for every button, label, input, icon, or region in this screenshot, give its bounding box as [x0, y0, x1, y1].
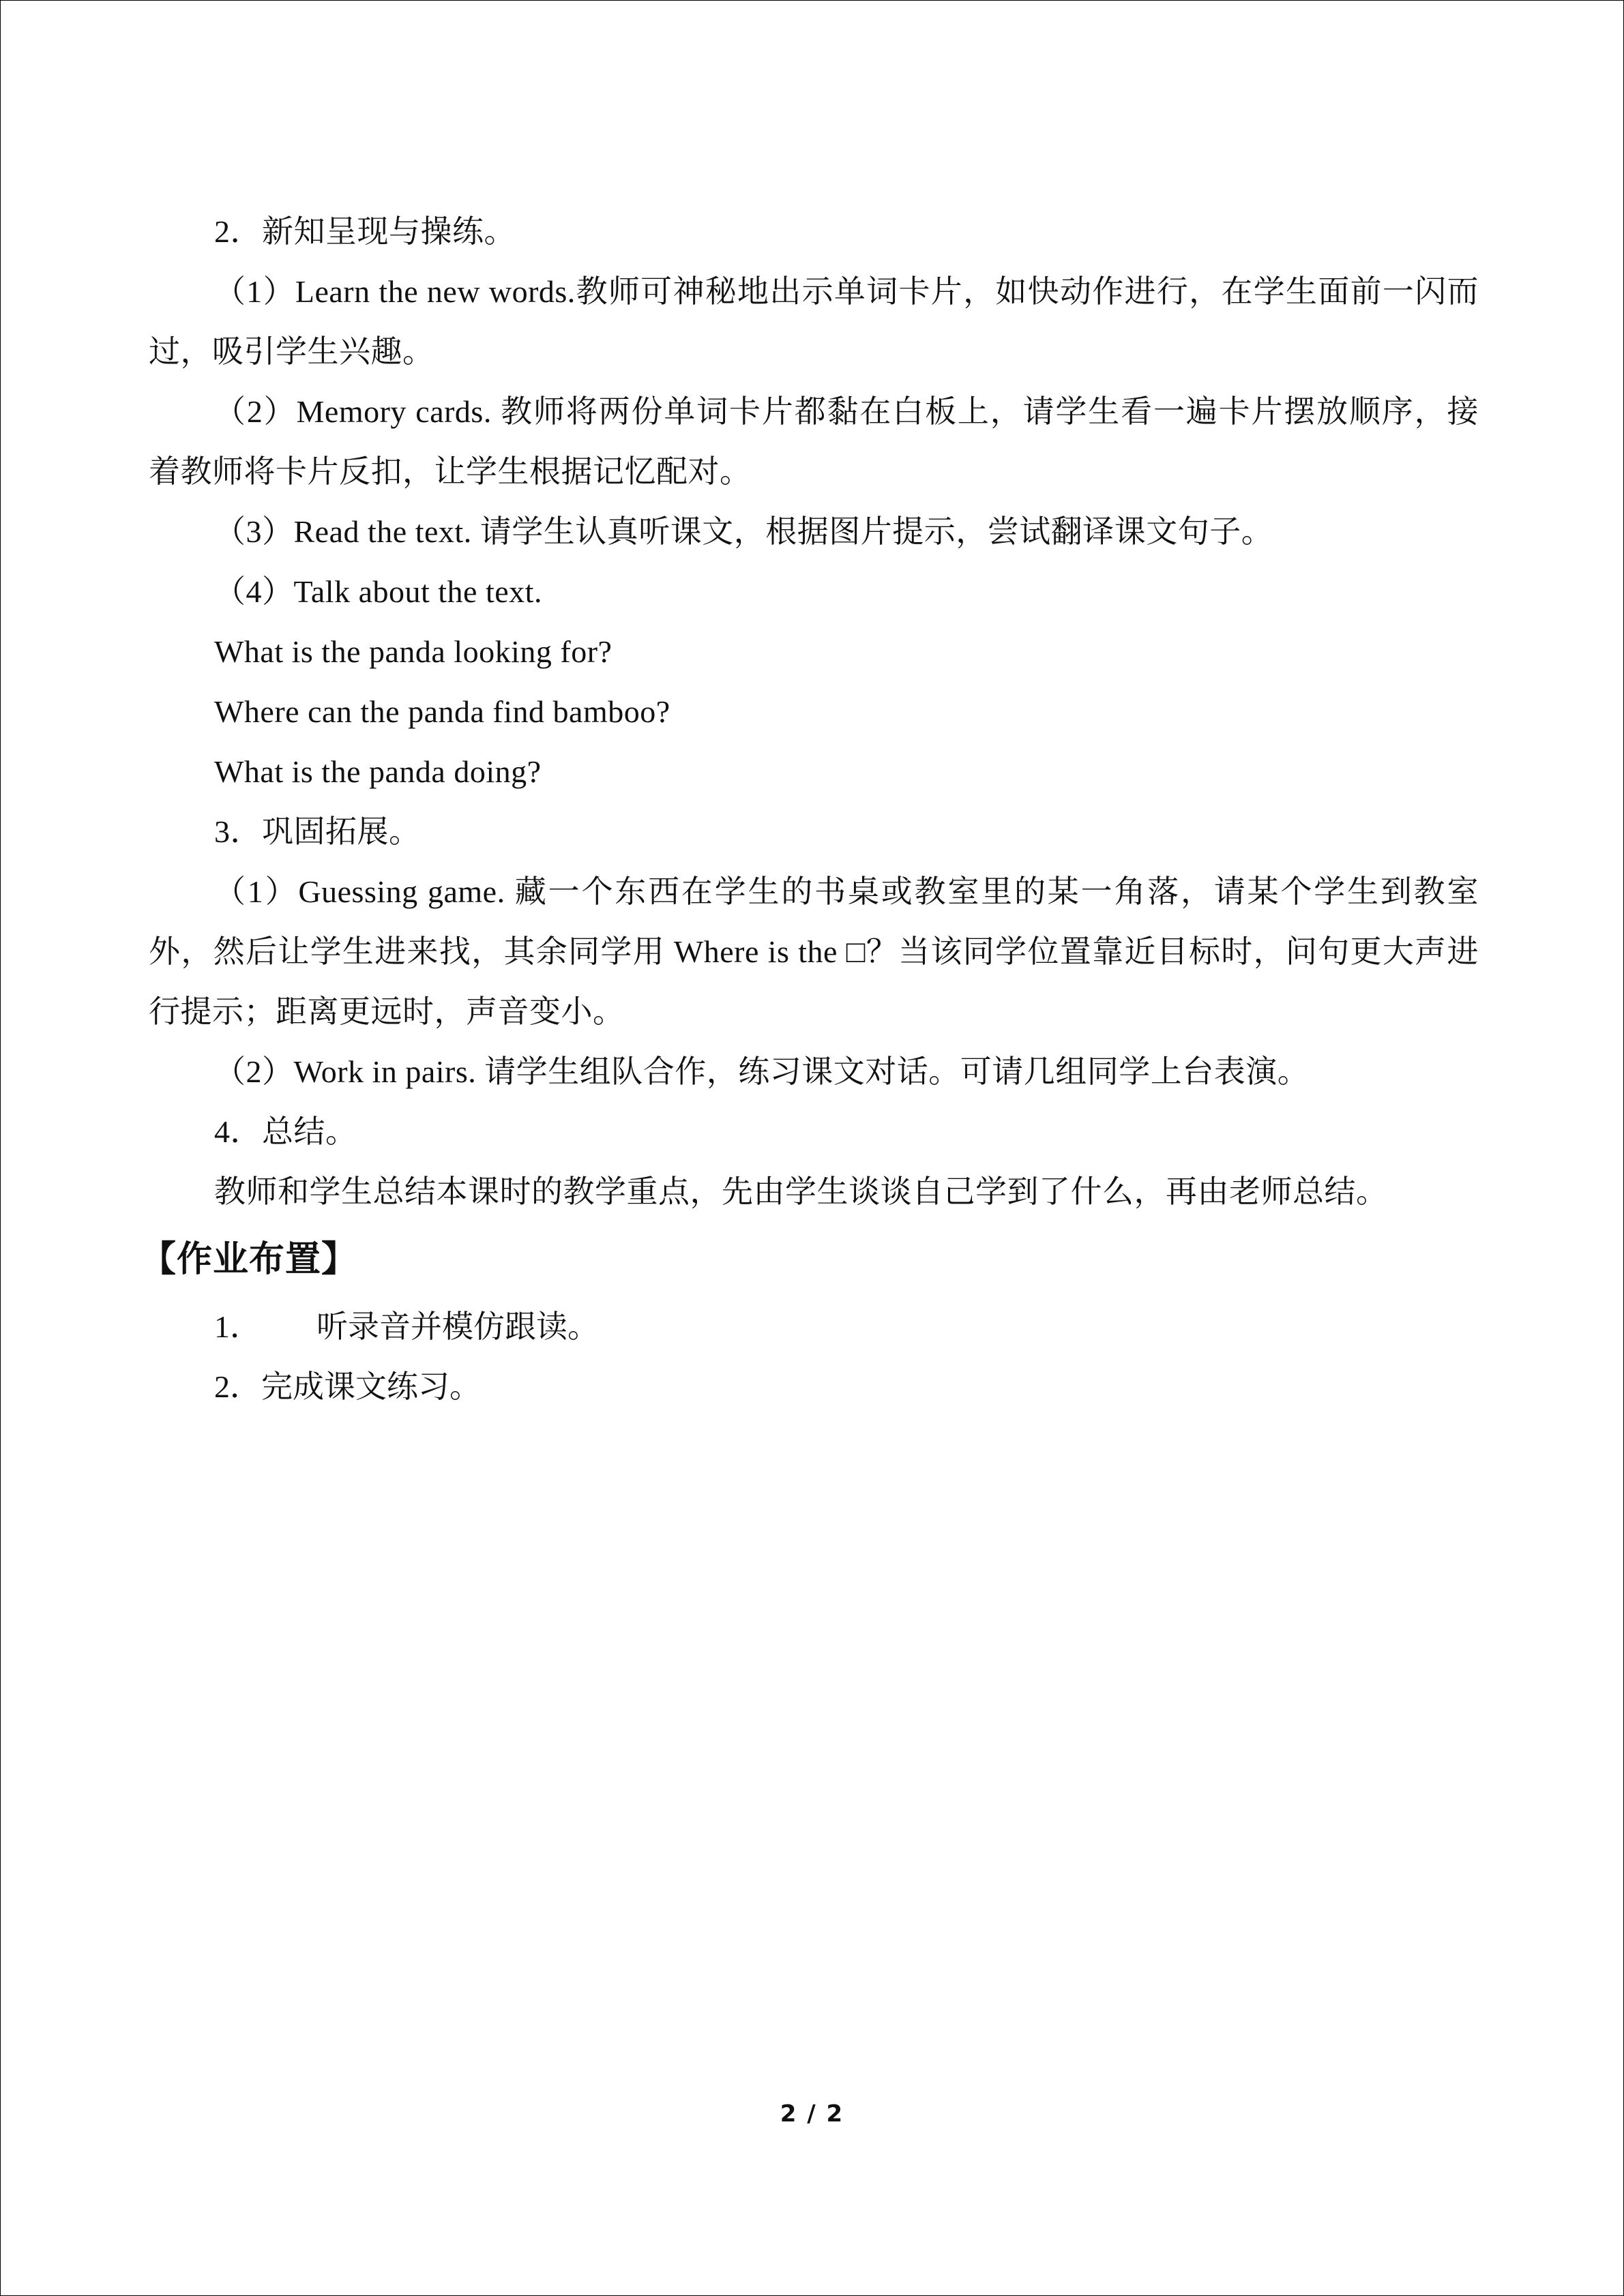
paragraph-read-text: （3）Read the text. 请学生认真听课文，根据图片提示，尝试翻译课文句子。: [214, 514, 1273, 549]
homework-item-text: 完成课文练习。: [261, 1369, 481, 1404]
homework-item-text: 听录音并模仿跟读。: [316, 1309, 599, 1344]
question-line: What is the panda looking for?: [214, 634, 612, 669]
homework-heading: 【作业布置】: [141, 1239, 358, 1280]
section-heading-summary: 4．总结。: [214, 1114, 357, 1149]
document-body: [141, 202, 1479, 1417]
section-heading-consolidation: 3．巩固拓展。: [214, 814, 421, 849]
paragraph-talk-about-text: （4）Talk about the text.: [214, 574, 542, 609]
paragraph-learn-new-words: （1）Learn the new words.教师可神秘地出示单词卡片，如快动作进行，在学生面前一闪而过，吸引学生兴趣。: [149, 274, 1479, 369]
homework-item-number: 2．: [214, 1369, 261, 1404]
paragraph-summary: 教师和学生总结本课时的教学重点，先由学生谈谈自己学到了什么，再由老师总结。: [214, 1174, 1388, 1209]
homework-item: [149, 1357, 1479, 1417]
paragraph-guessing-game: （1）Guessing game. 藏一个东西在学生的书桌或教室里的某一角落，请某个学生到教室外，然后让学生进来找，其余同学用 Where is the □？当该同学位置靠近目标时，问句更大声进行提示；距离更远时，声音变小。: [149, 874, 1479, 1029]
homework-item-number: 1．: [214, 1309, 261, 1344]
paragraph-work-in-pairs: （2）Work in pairs. 请学生组队合作，练习课文对话。可请几组同学上台表演。: [214, 1054, 1310, 1089]
question-line: Where can the panda find bamboo?: [214, 694, 670, 729]
section-heading-new-knowledge: 2．新知呈现与操练。: [214, 214, 516, 249]
question-line: What is the panda doing?: [214, 754, 542, 789]
homework-item: [149, 1297, 1479, 1357]
paragraph-memory-cards: （2）Memory cards. 教师将两份单词卡片都黏在白板上，请学生看一遍卡片摆放顺序，接着教师将卡片反扣，让学生根据记忆配对。: [149, 394, 1479, 489]
page-number: 2 / 2: [780, 2100, 844, 2128]
